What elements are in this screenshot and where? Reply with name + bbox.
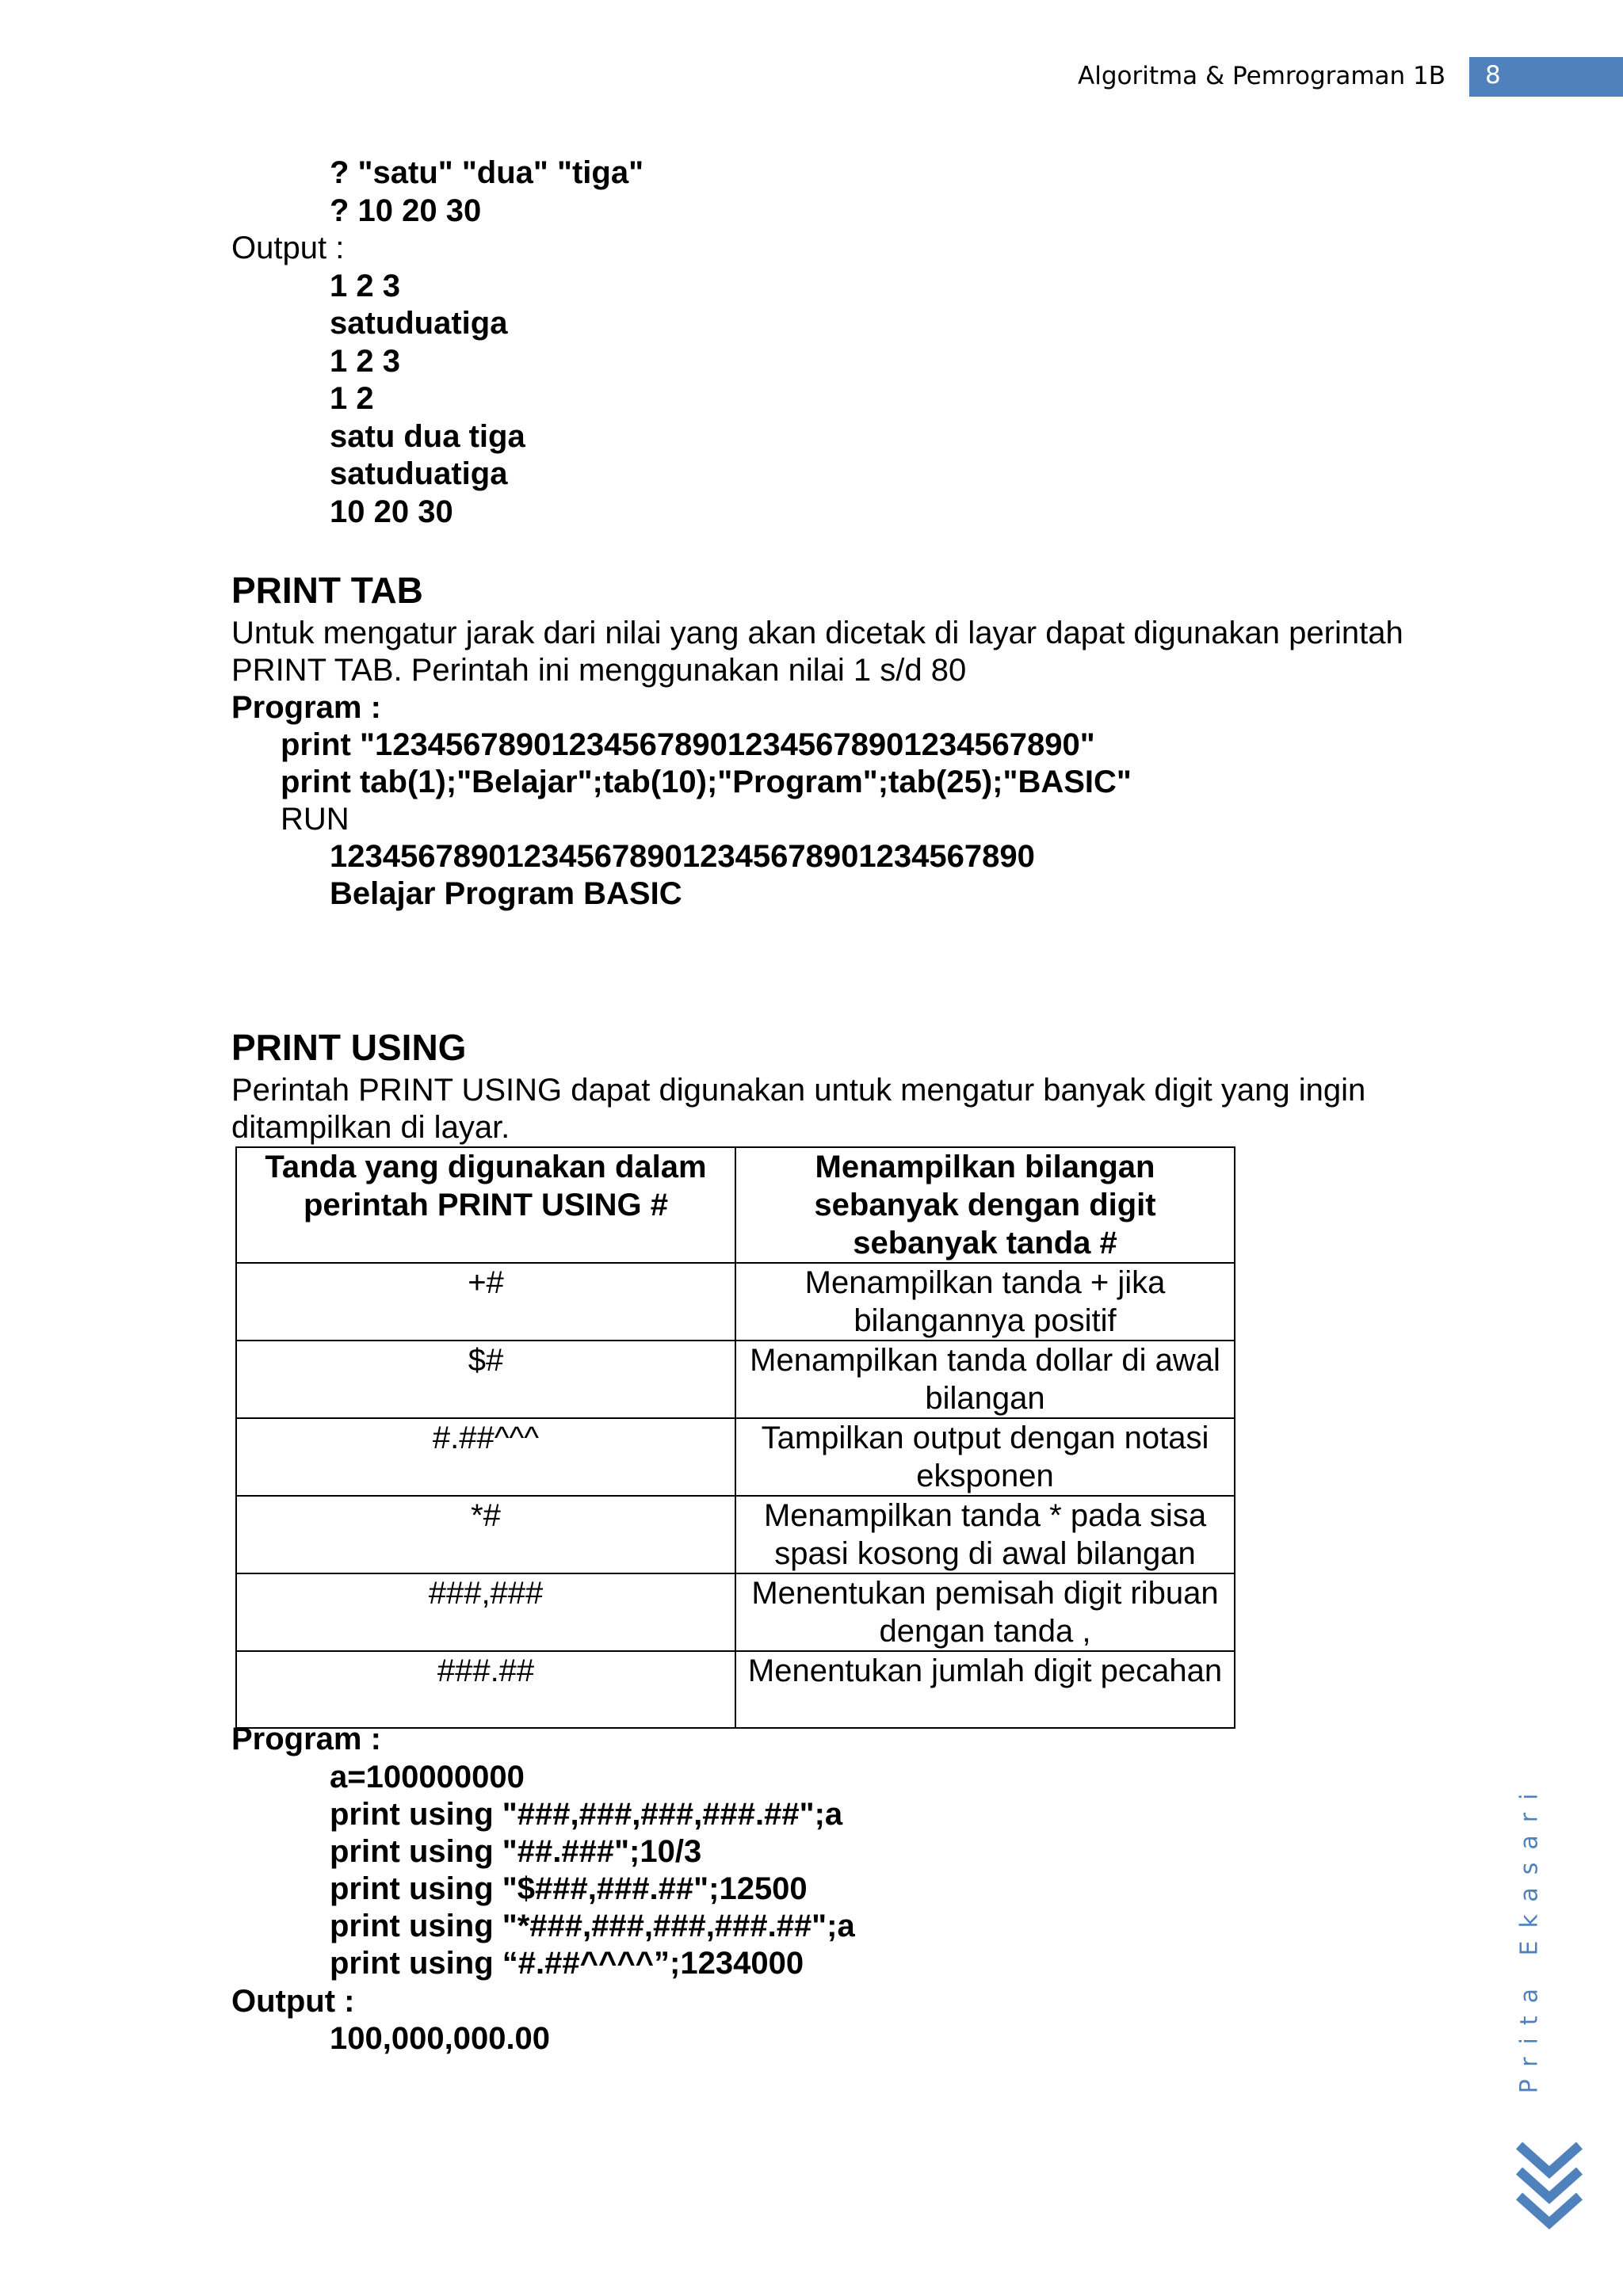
output-line: 1 2 bbox=[330, 381, 374, 416]
table-row bbox=[236, 1573, 1235, 1651]
code-line: print "1234567890123456789012345678901234567890" bbox=[281, 727, 1095, 762]
output-label: Output : bbox=[231, 1984, 355, 2019]
output-line: satuduatiga bbox=[330, 456, 508, 491]
output-line: satuduatiga bbox=[330, 306, 508, 341]
code-line: print using "##.###";10/3 bbox=[330, 1834, 702, 1869]
table-row bbox=[236, 1341, 1235, 1418]
table-row bbox=[236, 1418, 1235, 1496]
output-line: satu dua tiga bbox=[330, 419, 525, 454]
description-line: Perintah PRINT USING dapat digunakan untuk mengatur banyak digit yang ingin bbox=[231, 1073, 1366, 1108]
table-cell-description: Menampilkan tanda + jika bilangannya positif bbox=[735, 1263, 1235, 1341]
code-line: ? 10 20 30 bbox=[330, 193, 482, 228]
output-line: 100,000,000.00 bbox=[330, 2021, 551, 2056]
code-line: print using "###,###,###,###.##";a bbox=[330, 1797, 843, 1832]
output-line: 1 2 3 bbox=[330, 344, 400, 379]
side-author-text: Prita Ekasari bbox=[1515, 1780, 1544, 2094]
page-number: 8 bbox=[1485, 61, 1501, 90]
table-cell-description: Menentukan jumlah digit pecahan bbox=[735, 1651, 1235, 1728]
table-cell-symbol: $# bbox=[236, 1341, 735, 1418]
print-using-table bbox=[235, 1146, 1235, 1729]
table-cell-symbol: *# bbox=[236, 1496, 735, 1573]
program-label: Program : bbox=[231, 690, 381, 725]
table-row bbox=[236, 1496, 1235, 1573]
table-cell-symbol: #.##^^^ bbox=[236, 1418, 735, 1496]
run-command: RUN bbox=[281, 802, 349, 837]
code-line: print using "$###,###.##";12500 bbox=[330, 1871, 808, 1906]
description-line: PRINT TAB. Perintah ini menggunakan nilai 1 s/d 80 bbox=[231, 653, 967, 688]
code-line: print using “#.##^^^^”;1234000 bbox=[330, 1946, 804, 1981]
chevron-down-icon bbox=[1510, 2131, 1589, 2234]
table-row bbox=[236, 1651, 1235, 1728]
output-line: 10 20 30 bbox=[330, 494, 453, 529]
page-number-badge bbox=[1469, 57, 1623, 97]
description-line: ditampilkan di layar. bbox=[231, 1110, 510, 1145]
table-cell-description: Menentukan pemisah digit ribuan dengan tanda , bbox=[735, 1573, 1235, 1651]
table-header-row bbox=[236, 1147, 1235, 1263]
table-cell-symbol: +# bbox=[236, 1263, 735, 1341]
description-line: Untuk mengatur jarak dari nilai yang akan dicetak di layar dapat digunakan perintah bbox=[231, 616, 1403, 650]
side-author bbox=[1498, 1780, 1561, 2094]
code-line: print tab(1);"Belajar";tab(10);"Program";tab(25);"BASIC" bbox=[281, 765, 1132, 799]
table-header-cell: Menampilkan bilangan sebanyak dengan digit sebanyak tanda # bbox=[735, 1147, 1235, 1263]
table-cell-symbol: ###.## bbox=[236, 1651, 735, 1728]
table-cell-description: Menampilkan tanda dollar di awal bilangan bbox=[735, 1341, 1235, 1418]
table-row bbox=[236, 1263, 1235, 1341]
table-cell-symbol: ###,### bbox=[236, 1573, 735, 1651]
table-header-cell: Tanda yang digunakan dalam perintah PRINT USING # bbox=[236, 1147, 735, 1263]
code-line: a=100000000 bbox=[330, 1760, 525, 1794]
output-line: Belajar Program BASIC bbox=[330, 876, 682, 911]
table-cell-description: Menampilkan tanda * pada sisa spasi kosong di awal bilangan bbox=[735, 1496, 1235, 1573]
code-line: ? "satu" "dua" "tiga" bbox=[330, 155, 644, 190]
code-line: print using "*###,###,###,###.##";a bbox=[330, 1909, 855, 1943]
output-line: 1 2 3 bbox=[330, 269, 400, 303]
output-line: 1234567890123456789012345678901234567890 bbox=[330, 839, 1035, 874]
section-heading-print-using: PRINT USING bbox=[231, 1027, 467, 1068]
output-label: Output : bbox=[231, 231, 345, 265]
header-title: Algoritma & Pemrograman 1B bbox=[1078, 62, 1446, 90]
table-cell-description: Tampilkan output dengan notasi eksponen bbox=[735, 1418, 1235, 1496]
section-heading-print-tab: PRINT TAB bbox=[231, 570, 423, 611]
program-label: Program : bbox=[231, 1722, 381, 1756]
